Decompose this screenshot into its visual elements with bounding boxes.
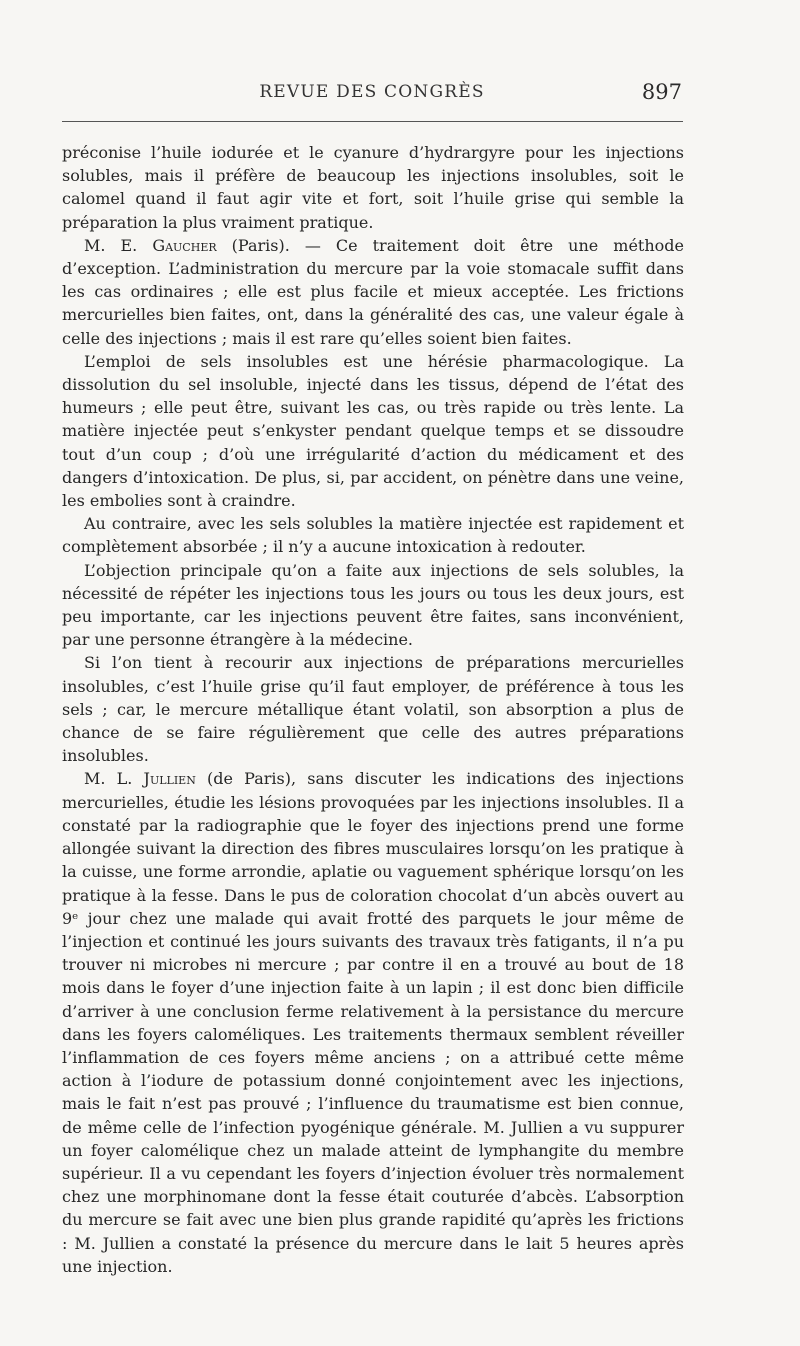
speaker-prefix: M. L. (84, 769, 144, 789)
speaker-prefix: M. E. (84, 235, 153, 255)
paragraph: Si l’on tient à recourir aux injections de préparations mercurielles insolubles, c’est l’huile grise qu’il faut employer, de préférence à tous les sels ; car, le mercure métallique étant volatil, son absorption a plus de chance de se faire régulièrement que celle des autres préparations insolubles. (62, 653, 684, 766)
running-title: REVUE DES CONGRÈS (259, 82, 485, 102)
paragraph-text: (Paris). — Ce traitement doit être une méthode d’exception. L’administration du mercure par la voie stomacale suffit dans les cas ordinaires ; elle est plus facile et mieux acceptée. Les frictions mercurielles bien faites, ont, dans la généralité des cas, une valeur égale à celle des injections ; mais il est rare qu’elles soient bien faites. (62, 235, 685, 348)
paragraph: L’objection principale qu’on a faite aux injections de sels solubles, la nécessité de répéter les injections tous les jours ou tous les deux jours, est peu importante, car les injections peuvent être faites, sans inconvénient, par une personne étrangère à la médecine. (62, 560, 684, 650)
article-body (62, 141, 684, 1278)
speaker-name: Jullien (143, 769, 196, 789)
paragraph-jullien (62, 767, 684, 1277)
header-rule (62, 121, 683, 122)
page-number: 897 (641, 80, 682, 104)
paragraph: L’emploi de sels insolubles est une hérésie pharmacologique. La dissolution du sel insoluble, injecté dans les tissus, dépend de l’état des humeurs ; elle peut être, suivant les cas, ou très rapide ou très lente. La matière injectée peut s’enkyster pendant quelque temps et se dissoudre tout d’un coup ; d’où une irrégularité d’action du médicament et des dangers d’intoxication. De plus, si, par accident, on pénètre dans une veine, les embolies sont à craindre. (62, 351, 684, 511)
paragraph: Au contraire, avec les sels solubles la matière injectée est rapidement et complètement absorbée ; il n’y a aucune intoxication à redouter. (62, 514, 684, 557)
speaker-name: Gaucher (152, 235, 217, 255)
paragraph-gaucher (62, 234, 684, 350)
running-header (62, 80, 682, 110)
paragraph-text: (de Paris), sans discuter les indications des injections mercurielles, étudie les lésions provoquées par les injections insolubles. Il a constaté par la radiographie que le foyer des injections prend une forme allongée suivant la direction des fibres musculaires lorsqu’on les pratique à la cuisse, une forme arrondie, aplatie ou vaguement sphérique lorsqu’on les pratique à la fesse. Dans le pus de coloration chocolat d’un abcès ouvert au 9ᵉ jour chez une malade qui avait frotté des parquets le jour même de l’injection et continué les jours suivants des travaux très fatigants, il n’a pu trouver ni microbes ni mercure ; par contre il en a trouvé au bout de 18 mois dans le foyer d’une injection faite à un lapin ; il est donc bien difficile d’arriver à une conclusion ferme relativement à la persistance du mercure dans les foyers caloméliques. Les traitements thermaux semblent réveiller l’inflammation de ces foyers même anciens ; on a attribué cette même action à l’iodure de potassium donné conjointement avec les injections, mais le fait n’est pas prouvé ; l’influence du traumatisme est bien connue, de même celle de l’infection pyogénique générale. M. Jullien a vu suppurer un foyer calomélique chez un malade atteint de lymphangite du membre supérieur. Il a vu cependant les foyers d’injection évoluer très normalement chez une morphinomane dont la fesse était couturée d’abcès. L’absorption du mercure se fait avec une bien plus grande rapidité qu’après les frictions : M. Jullien a constaté la présence du mercure dans le lait 5 heures après une injection. (62, 769, 684, 1276)
paragraph-continuation: préconise l’huile iodurée et le cyanure d’hydrargyre pour les injections solubles, mais il préfère de beaucoup les injections insolubles, soit le calomel quand il faut agir vite et fort, soit l’huile grise qui semble la préparation la plus vraiment pratique. (62, 143, 684, 232)
